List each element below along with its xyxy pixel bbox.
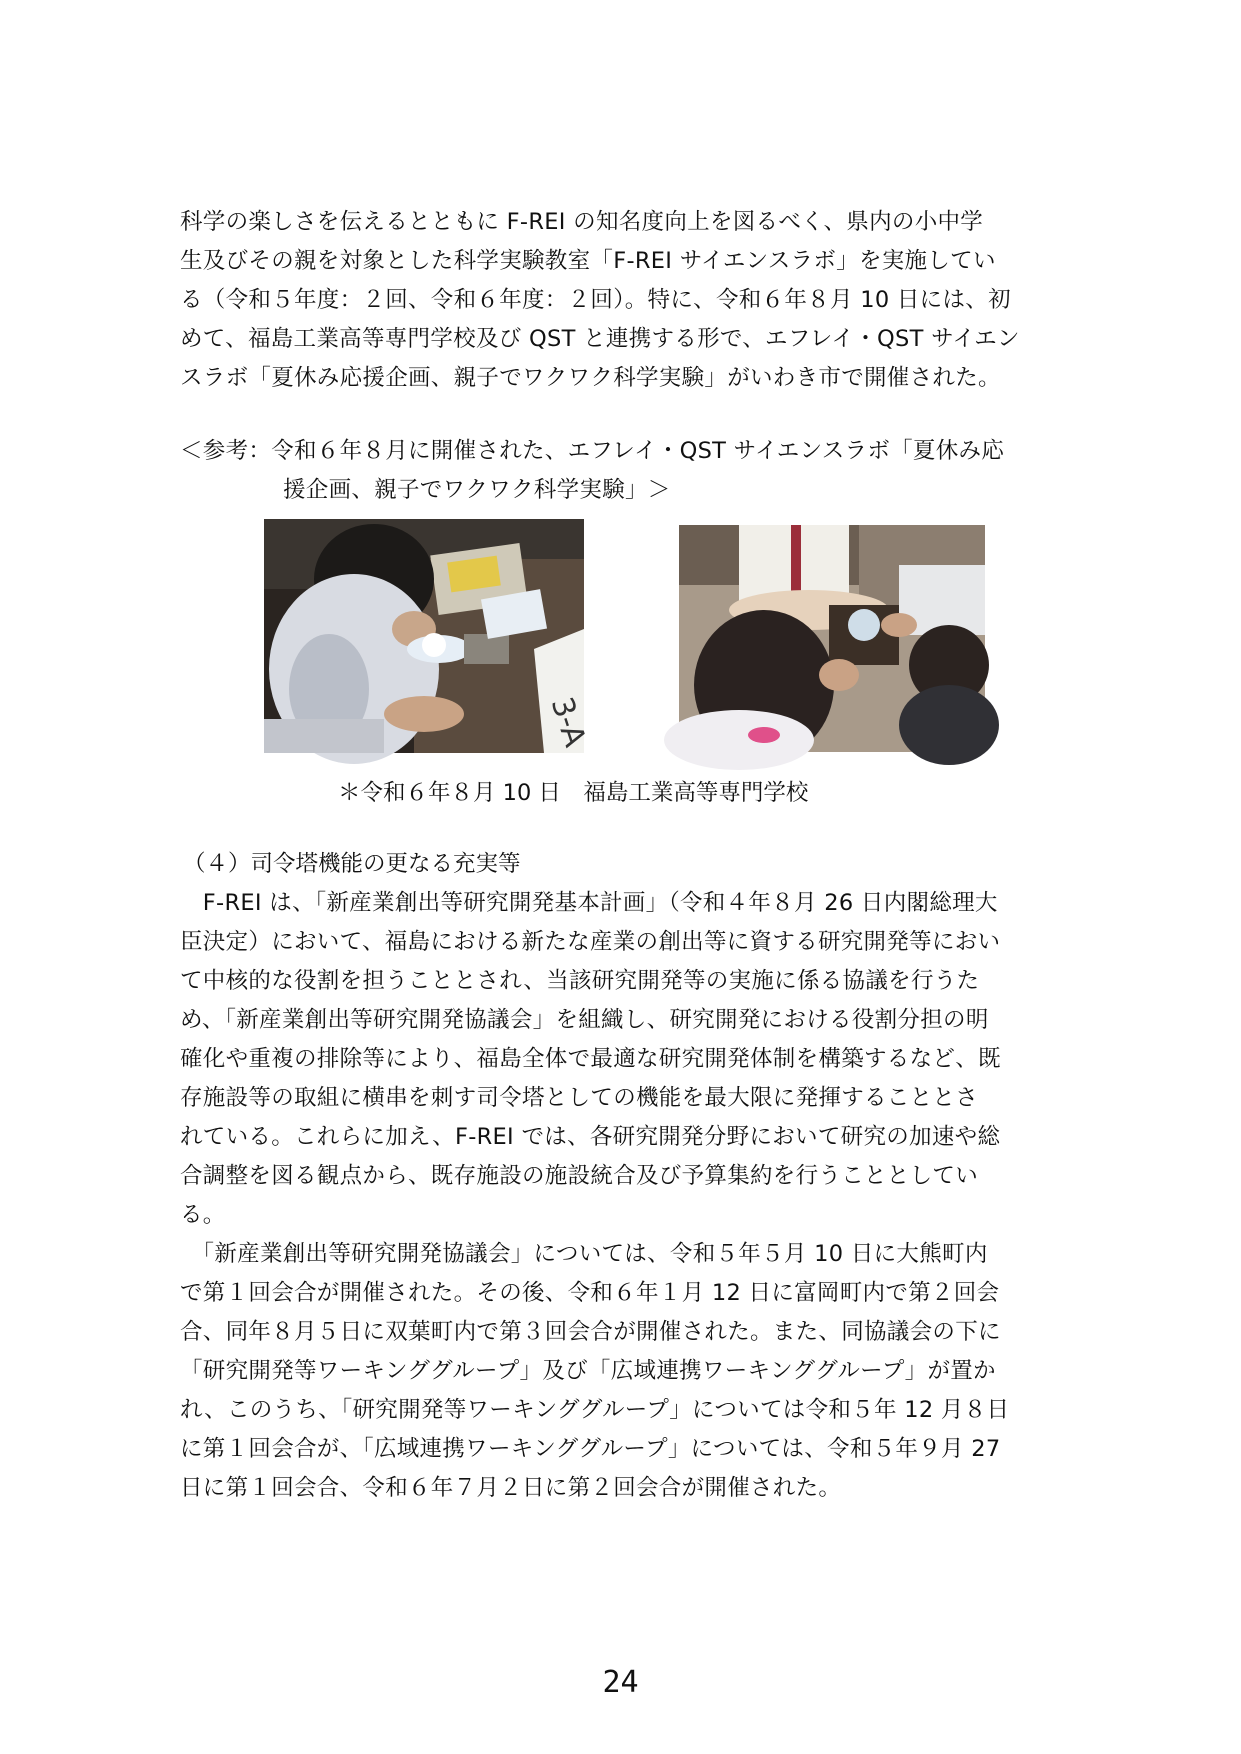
text-line: れている。これらに加え、F-REI では、各研究開発分野において研究の加速や総	[180, 1124, 1001, 1150]
sign-label: 3-A	[543, 693, 593, 752]
text-line: 科学の楽しさを伝えるとともに F-REI の知名度向上を図るべく、県内の小中学	[180, 209, 984, 235]
text-line: 臣決定）において、福島における新たな産業の創出等に資する研究開発等におい	[180, 929, 1001, 955]
photo-experiment	[679, 525, 985, 752]
text-line: 存施設等の取組に横串を刺す司令塔としての機能を最大限に発揮することとさ	[180, 1085, 979, 1111]
text-line: れ、このうち、「研究開発等ワーキンググループ」については令和５年 12 月８日	[180, 1397, 1010, 1423]
text-line: 援企画、親子でワクワク科学実験」＞	[283, 477, 671, 503]
text-line: F-REI は、「新産業創出等研究開発基本計画」（令和４年８月 26 日内閣総理大	[180, 890, 998, 916]
text-line: て中核的な役割を担うこととされ、当該研究開発等の実施に係る協議を行うた	[180, 968, 980, 994]
text-line: る（令和５年度：２回、令和６年度：２回）。特に、令和６年８月 10 日には、初	[180, 287, 1011, 313]
text-line: 確化や重複の排除等により、福島全体で最適な研究開発体制を構築するなど、既	[180, 1046, 1001, 1072]
text-line: 合調整を図る観点から、既存施設の施設統合及び予算集約を行うこととしてい	[180, 1163, 979, 1189]
text-line: 「研究開発等ワーキンググループ」及び「広域連携ワーキンググループ」が置か	[180, 1358, 996, 1384]
text-line: る。	[180, 1202, 226, 1228]
photo-caption: ＊令和６年８月 10 日 福島工業高等専門学校	[338, 780, 809, 806]
photo-microscope	[264, 519, 593, 753]
text-line: 日に第１回会合、令和６年７月２日に第２回会合が開催された。	[180, 1475, 842, 1501]
text-line: に第１回会合が、「広域連携ワーキンググループ」については、令和５年９月 27	[180, 1436, 1001, 1462]
section-heading: （４）司令塔機能の更なる充実等	[183, 851, 521, 877]
page-number: 24	[602, 1665, 639, 1700]
text-line: め、「新産業創出等研究開発協議会」を組織し、研究開発における役割分担の明	[180, 1007, 989, 1033]
text-line: 生及びその親を対象とした科学実験教室「F-REI サイエンスラボ」を実施してい	[180, 248, 996, 274]
text-line: スラボ「夏休み応援企画、親子でワクワク科学実験」がいわき市で開催された。	[180, 365, 1001, 391]
text-line: で第１回会合が開催された。その後、令和６年１月 12 日に富岡町内で第２回会	[180, 1280, 1000, 1306]
text-line: 「新産業創出等研究開発協議会」については、令和５年５月 10 日に大熊町内	[180, 1241, 988, 1267]
text-line: ＜参考：令和６年８月に開催された、エフレイ・QST サイエンスラボ「夏休み応	[180, 438, 1005, 464]
text-line: めて、福島工業高等専門学校及び QST と連携する形で、エフレイ・QST サイエン	[180, 326, 1020, 352]
text-line: 合、同年８月５日に双葉町内で第３回会合が開催された。また、同協議会の下に	[180, 1319, 1001, 1345]
